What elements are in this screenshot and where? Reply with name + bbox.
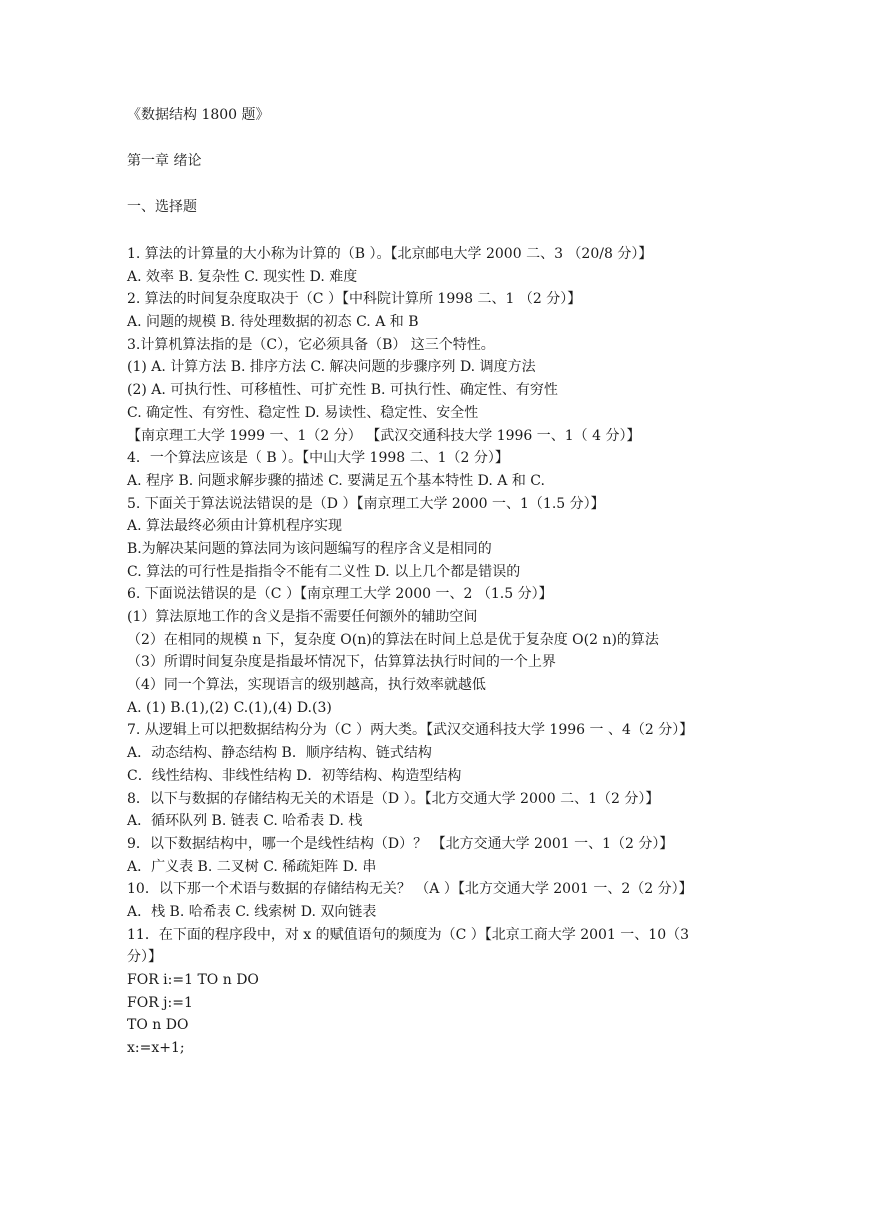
text-line: 1. 算法的计算量的大小称为计算的（B ）。【北京邮电大学 2000 二、3 （20/8 分）】 [127, 246, 653, 262]
text-line: 分）】 [127, 949, 162, 966]
document-title: 《数据结构 1800 题》 [127, 107, 270, 123]
text-line: B.为解决某问题的算法同为该问题编写的程序含义是相同的 [127, 540, 492, 557]
text-line: 7. 从逻辑上可以把数据结构分为（C ）两大类。【武汉交通科技大学 1996 一 、4（2 分）】 [127, 722, 694, 739]
text-line: 3.计算机算法指的是（C），它必须具备（B） 这三个特性。 [127, 336, 495, 353]
text-line: 6. 下面说法错误的是（C ）【南京理工大学 2000 一、2 （1.5 分）】 [127, 586, 553, 603]
text-line: 9．以下数据结构中，哪一个是线性结构（D）？ 【北方交通大学 2001 一、1（2 分）】 [127, 835, 674, 852]
code-line: FOR i:=1 TO n DO [127, 972, 259, 988]
text-line: (1) A. 计算方法 B. 排序方法 C. 解决问题的步骤序列 D. 调度方法 [127, 359, 536, 376]
text-line: A．栈 B. 哈希表 C. 线索树 D. 双向链表 [127, 903, 377, 920]
text-line: 10．以下那一个术语与数据的存储结构无关？ （A ）【北方交通大学 2001 一、2（2 分）】 [127, 881, 693, 898]
text-line: A. 算法最终必须由计算机程序实现 [127, 518, 343, 535]
text-line: 4．一个算法应该是（ B ）。【中山大学 1998 二、1（2 分）】 [127, 450, 509, 467]
section-heading: 一、选择题 [127, 199, 197, 215]
text-line: A．广义表 B. 二叉树 C. 稀疏矩阵 D. 串 [127, 858, 377, 875]
code-line: x:=x+1; [127, 1040, 185, 1057]
text-line: 【南京理工大学 1999 一、1（2 分） 【武汉交通科技大学 1996 一、1（ 4 分）】 [127, 427, 641, 444]
text-line: （2）在相同的规模 n 下，复杂度 O(n)的算法在时间上总是优于复杂度 O(2 n)的算法 [127, 631, 659, 648]
text-line: (1）算法原地工作的含义是指不需要任何额外的辅助空间 [127, 609, 478, 625]
text-line: (2) A. 可执行性、可移植性、可扩充性 B. 可执行性、确定性、有穷性 [127, 382, 558, 399]
code-line: TO n DO [127, 1017, 189, 1034]
code-line: FOR j:=1 [127, 994, 193, 1011]
chapter-heading: 第一章 绪论 [127, 153, 202, 169]
text-line: C. 确定性、有穷性、稳定性 D. 易读性、稳定性、安全性 [127, 404, 479, 421]
text-line: A．循环队列 B. 链表 C. 哈希表 D. 栈 [127, 813, 363, 830]
text-line: A. 程序 B. 问题求解步骤的描述 C. 要满足五个基本特性 D. A 和 C. [127, 472, 545, 489]
text-line: C．线性结构、非线性结构 D．初等结构、构造型结构 [127, 767, 462, 784]
text-line: C. 算法的可行性是指指令不能有二义性 D. 以上几个都是错误的 [127, 563, 521, 580]
text-line: 2. 算法的时间复杂度取决于（C ）【中科院计算所 1998 二、1 （2 分）】 [127, 291, 582, 308]
text-line: 5. 下面关于算法说法错误的是（D ）【南京理工大学 2000 一、1（1.5 分）】 [127, 495, 605, 512]
text-line: A. 效率 B. 复杂性 C. 现实性 D. 难度 [127, 268, 358, 285]
text-line: （4）同一个算法，实现语言的级别越高，执行效率就越低 [127, 677, 486, 694]
question-list [127, 243, 747, 1060]
text-line: （3）所谓时间复杂度是指最坏情况下，估算算法执行时间的一个上界 [127, 654, 556, 671]
text-line: 11．在下面的程序段中，对 x 的赋值语句的频度为（C ）【北京工商大学 2001 一、10（3 [127, 926, 690, 943]
text-line: A．动态结构、静态结构 B．顺序结构、链式结构 [127, 745, 432, 762]
text-line: 8．以下与数据的存储结构无关的术语是（D ）。【北方交通大学 2000 二、1（2 分）】 [127, 790, 660, 807]
text-line: A. (1) B.(1),(2) C.(1),(4) D.(3) [127, 699, 332, 716]
text-line: A. 问题的规模 B. 待处理数据的初态 C. A 和 B [127, 314, 419, 331]
